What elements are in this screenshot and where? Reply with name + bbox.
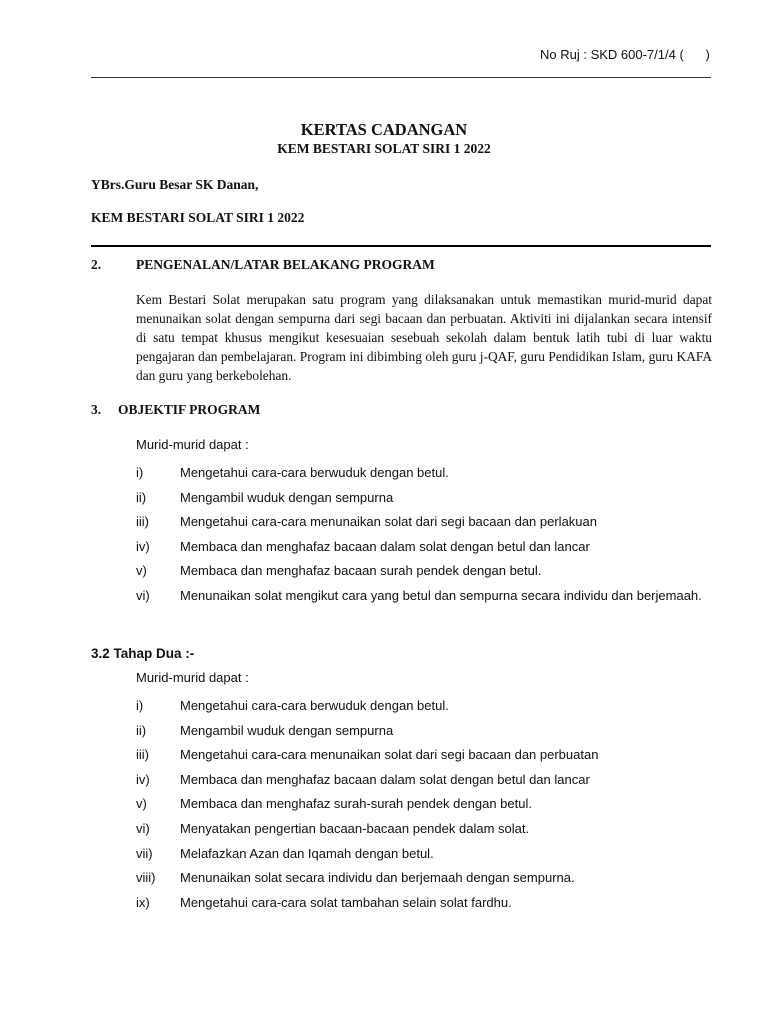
list-item bbox=[136, 817, 712, 842]
list-item-number: vii) bbox=[136, 845, 153, 861]
list-item-text: Melafazkan Azan dan Iqamah dengan betul. bbox=[180, 845, 434, 861]
page-subtitle: KEM BESTARI SOLAT SIRI 1 2022 bbox=[277, 141, 491, 156]
tahap-dua-intro: Murid-murid dapat : bbox=[136, 670, 249, 685]
list-item-text: Menyatakan pengertian bacaan-bacaan pendek dalam solat. bbox=[180, 820, 530, 836]
tahap-dua-list bbox=[136, 669, 712, 915]
list-item-text: Membaca dan menghafaz bacaan surah pendek dengan betul. bbox=[180, 563, 542, 579]
subject-divider bbox=[91, 245, 711, 247]
list-item-number: iv) bbox=[136, 538, 150, 554]
list-item-text: Menunaikan solat mengikut cara yang betul dan sempurna secara individu dan berjemaah. bbox=[180, 587, 702, 603]
list-item-number: ix) bbox=[136, 894, 150, 910]
list-item-number: i) bbox=[136, 698, 144, 713]
list-item-text: Mengambil wuduk dengan sempurna bbox=[180, 722, 394, 738]
objective-intro: Murid-murid dapat : bbox=[136, 437, 249, 452]
section-2-number: 2. bbox=[91, 257, 102, 272]
list-item-number: i) bbox=[136, 465, 144, 480]
list-item-number: v) bbox=[136, 796, 147, 812]
list-item bbox=[136, 842, 712, 867]
list-item-number: vi) bbox=[136, 587, 150, 603]
list-item bbox=[136, 719, 712, 744]
list-item bbox=[136, 584, 712, 609]
list-item bbox=[136, 535, 712, 560]
list-item bbox=[136, 694, 712, 719]
list-item-number: ii) bbox=[136, 489, 147, 505]
list-item-text: Membaca dan menghafaz surah-surah pendek dengan betul. bbox=[180, 796, 532, 812]
list-item-text: Membaca dan menghafaz bacaan dalam solat dengan betul dan lancar bbox=[180, 538, 590, 554]
list-item-text: Mengetahui cara-cara menunaikan solat dari segi bacaan dan perlakuan bbox=[180, 514, 597, 530]
list-item bbox=[136, 768, 712, 793]
list-item-number: iii) bbox=[136, 514, 149, 530]
section-2-heading: PENGENALAN/LATAR BELAKANG PROGRAM bbox=[136, 257, 435, 272]
list-item bbox=[136, 743, 712, 768]
list-item bbox=[136, 891, 712, 916]
list-item bbox=[136, 559, 712, 584]
reference-number: No Ruj : SKD 600-7/1/4 ( ) bbox=[540, 47, 710, 62]
addressee: YBrs.Guru Besar SK Danan, bbox=[91, 177, 259, 192]
list-item-number: iv) bbox=[136, 771, 150, 787]
list-item-text: Membaca dan menghafaz bacaan dalam solat dengan betul dan lancar bbox=[180, 771, 590, 787]
subject-line: KEM BESTARI SOLAT SIRI 1 2022 bbox=[91, 210, 305, 225]
list-item-text: Mengambil wuduk dengan sempurna bbox=[180, 489, 394, 505]
list-item-text: Mengetahui cara-cara solat tambahan selain solat fardhu. bbox=[180, 894, 512, 910]
section-3-number: 3. bbox=[91, 402, 102, 417]
list-item-text: Mengetahui cara-cara menunaikan solat dari segi bacaan dan perbuatan bbox=[180, 747, 599, 763]
section-3-heading: OBJEKTIF PROGRAM bbox=[118, 402, 261, 417]
list-item bbox=[136, 866, 712, 891]
list-item-number: ii) bbox=[136, 722, 147, 738]
list-item-text: Menunaikan solat secara individu dan berjemaah dengan sempurna. bbox=[180, 870, 575, 886]
list-item bbox=[136, 792, 712, 817]
list-item-number: vi) bbox=[136, 820, 150, 836]
list-item bbox=[136, 461, 712, 486]
section-2-body: Kem Bestari Solat merupakan satu program yang dilaksanakan untuk memastikan murid-murid dapat menunaikan solat dengan sempurna dari segi bacaan dan perbuatan. Aktiviti ini dijalankan secara intensif di satu tempat khusus mengikut kesesuaian sesebuah sekolah dalam bentuk latih tubi di luar waktu pengajaran dan pembelajaran. Program ini dibimbing oleh guru j-QAF, guru Pendidikan Islam, guru KAFA dan guru yang berkebolehan. bbox=[136, 292, 712, 383]
objective-list bbox=[136, 436, 712, 609]
header-divider bbox=[91, 77, 711, 78]
section-3-2-heading: 3.2 Tahap Dua :- bbox=[91, 646, 195, 661]
list-item-number: v) bbox=[136, 563, 147, 579]
list-item-number: iii) bbox=[136, 747, 149, 763]
list-item bbox=[136, 486, 712, 511]
list-item-text: Mengetahui cara-cara berwuduk dengan betul. bbox=[180, 698, 449, 713]
list-item bbox=[136, 510, 712, 535]
page-title: KERTAS CADANGAN bbox=[300, 120, 468, 139]
list-item-number: viii) bbox=[136, 870, 156, 886]
list-item-text: Mengetahui cara-cara berwuduk dengan betul. bbox=[180, 465, 449, 480]
